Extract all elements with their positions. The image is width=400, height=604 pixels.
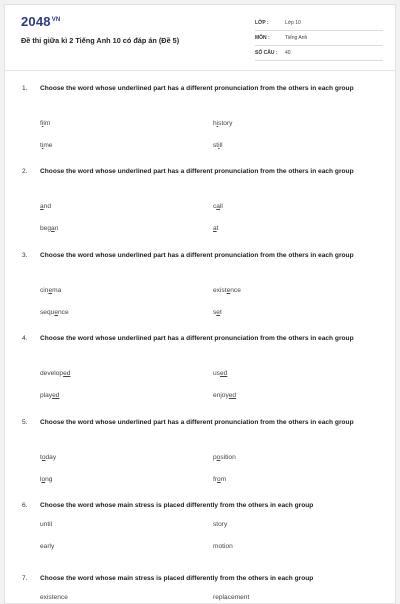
option-text: develop — [40, 370, 64, 377]
answer-option[interactable] — [213, 142, 223, 149]
option-text: play — [40, 392, 53, 399]
answer-option[interactable] — [213, 203, 223, 210]
answer-option[interactable] — [40, 370, 70, 377]
answer-option[interactable] — [40, 476, 52, 483]
option-text: story — [213, 521, 228, 528]
logo-text: 2048 — [21, 14, 51, 29]
underlined-part: a — [213, 225, 217, 232]
underlined-part: i — [41, 120, 44, 127]
answer-option[interactable] — [213, 370, 227, 377]
option-text: us — [213, 370, 220, 377]
meta-row-subject — [255, 31, 383, 46]
logo-suffix: VN — [51, 16, 61, 23]
underlined-part: a — [216, 203, 220, 210]
answer-option[interactable] — [213, 454, 236, 461]
option-text: me — [43, 142, 53, 149]
document-header — [5, 5, 395, 71]
underlined-part: i — [216, 120, 219, 127]
meta-key: LỚP : — [255, 20, 269, 26]
underlined-part: i — [41, 142, 44, 149]
answer-option[interactable] — [40, 454, 56, 461]
exam-meta — [255, 16, 383, 61]
option-text: nd — [43, 203, 52, 210]
option-text: t — [219, 309, 222, 316]
question-number: 4. — [22, 335, 28, 342]
option-text: fr — [213, 476, 218, 483]
answer-option[interactable] — [213, 287, 241, 294]
underlined-part: o — [216, 454, 221, 461]
meta-row-class — [255, 16, 383, 31]
option-text: story — [218, 120, 233, 127]
meta-value: 40 — [285, 50, 291, 56]
option-text: ma — [52, 287, 62, 294]
answer-option[interactable] — [213, 225, 219, 232]
answer-option[interactable] — [40, 142, 52, 149]
answer-option[interactable] — [213, 543, 233, 550]
underlined-part: a — [51, 225, 55, 232]
option-text: n — [54, 225, 59, 232]
option-text: beg — [40, 225, 52, 232]
option-text: c — [213, 203, 217, 210]
site-logo[interactable] — [21, 14, 60, 29]
question-number: 1. — [22, 85, 28, 92]
option-text: nce — [230, 287, 241, 294]
meta-row-count — [255, 46, 383, 61]
answer-option[interactable] — [40, 203, 51, 210]
question-number: 5. — [22, 419, 28, 426]
meta-key: MÔN : — [255, 35, 270, 41]
meta-key: SỐ CÂU : — [255, 50, 278, 56]
question-text: Choose the word whose underlined part has a different pronunciation from the others in each group — [40, 168, 354, 175]
option-text: motion — [213, 543, 233, 550]
question-text: Choose the word whose underlined part has a different pronunciation from the others in each group — [40, 252, 354, 259]
option-text: until — [40, 521, 53, 528]
meta-value: Lớp 10 — [285, 20, 301, 26]
answer-option[interactable] — [40, 120, 50, 127]
option-text: sequ — [40, 309, 55, 316]
underlined-part: i — [218, 142, 220, 149]
answer-option[interactable] — [213, 392, 236, 399]
option-text: exist — [213, 287, 227, 294]
option-text: ng — [45, 476, 53, 483]
question-text: Choose the word whose main stress is placed differently from the others in each group — [40, 502, 314, 509]
option-text: cin — [40, 287, 49, 294]
option-text: t — [216, 225, 219, 232]
option-text: early — [40, 543, 55, 550]
underlined-part: e — [54, 309, 58, 316]
question-text: Choose the word whose underlined part has a different pronunciation from the others in each group — [40, 419, 354, 426]
question-number: 3. — [22, 252, 28, 259]
underlined-part: ed — [219, 370, 228, 377]
option-text: l — [40, 476, 42, 483]
answer-option[interactable] — [40, 309, 69, 316]
option-text: ll — [219, 203, 223, 210]
underlined-part: o — [217, 476, 221, 483]
underlined-part: a — [40, 203, 44, 210]
option-text: replacement — [213, 594, 250, 601]
underlined-part: e — [48, 287, 53, 294]
option-text: enjoy — [213, 392, 229, 399]
answer-option[interactable] — [213, 120, 232, 127]
answer-option[interactable] — [40, 287, 61, 294]
answer-option[interactable] — [213, 476, 226, 483]
underlined-part: e — [216, 309, 220, 316]
option-text: sition — [220, 454, 236, 461]
answer-option[interactable] — [40, 392, 59, 399]
option-text: lm — [43, 120, 51, 127]
answer-option[interactable] — [40, 543, 54, 550]
question-text: Choose the word whose underlined part has a different pronunciation from the others in each group — [40, 335, 354, 342]
option-text: f — [40, 120, 42, 127]
option-text: nce — [57, 309, 69, 316]
underlined-part: e — [226, 287, 231, 294]
option-text: m — [220, 476, 227, 483]
option-text: t — [40, 454, 42, 461]
option-text: existence — [40, 594, 68, 601]
meta-value: Tiếng Anh — [285, 35, 308, 41]
option-text: st — [213, 142, 219, 149]
option-text: p — [213, 454, 217, 461]
option-text: s — [213, 309, 217, 316]
option-text: day — [45, 454, 57, 461]
option-text: t — [40, 142, 42, 149]
underlined-part: ed — [52, 392, 60, 399]
underlined-part: ed — [228, 392, 237, 399]
underlined-part: o — [41, 476, 46, 483]
question-text: Choose the word whose main stress is placed differently from the others in each group — [40, 575, 314, 582]
option-text: ll — [219, 142, 223, 149]
answer-option[interactable] — [40, 521, 52, 528]
page-title: Đề thi giữa kì 2 Tiếng Anh 10 có đáp án (Đề 5) — [21, 36, 180, 45]
question-text: Choose the word whose underlined part has a different pronunciation from the others in each group — [40, 85, 354, 92]
underlined-part: o — [41, 454, 46, 461]
option-text: h — [213, 120, 217, 127]
answer-option[interactable] — [213, 309, 222, 316]
question-number: 6. — [22, 502, 28, 509]
underlined-part: ed — [63, 370, 71, 377]
document-page — [4, 4, 396, 604]
answer-option[interactable] — [40, 225, 58, 232]
question-number: 2. — [22, 168, 28, 175]
question-number: 7. — [22, 575, 28, 582]
answer-option[interactable] — [213, 521, 227, 528]
